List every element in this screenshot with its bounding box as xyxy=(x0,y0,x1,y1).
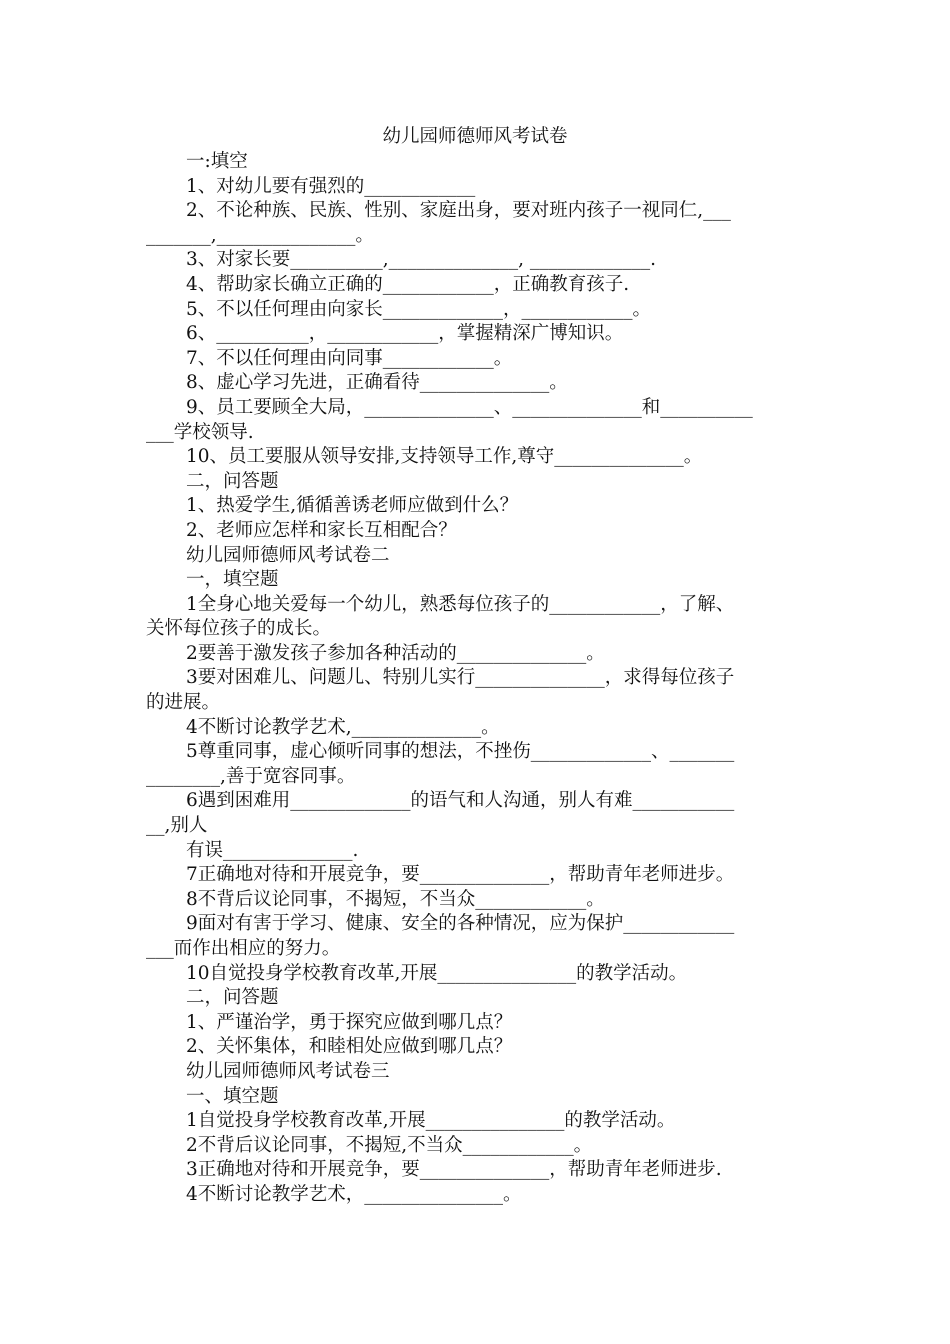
text-line: 2、老师应怎样和家长互相配合？ xyxy=(186,519,457,541)
text-line: 1自觉投身学校教育改革,开展_______________的教学活动。 xyxy=(186,1110,676,1132)
text-line: __,别人 xyxy=(146,815,208,837)
text-line: _______,_______________。 xyxy=(146,224,374,246)
text-line: 2、不论种族、民族、性别、家庭出身，要对班内孩子一视同仁,___ xyxy=(186,200,731,222)
text-line: 8、虚心学习先进，正确看待______________。 xyxy=(186,372,568,394)
text-line: 1、对幼儿要有强烈的____________ xyxy=(186,175,476,197)
text-line: 6、__________，____________，掌握精深广博知识。 xyxy=(186,323,624,345)
text-line: 7、不以任何理由向同事____________。 xyxy=(186,347,513,369)
text-line: ________,善于宽容同事。 xyxy=(146,765,356,787)
text-line: 1、热爱学生,循循善诱老师应做到什么？ xyxy=(186,495,519,517)
text-line: ___而作出相应的努力。 xyxy=(146,938,341,959)
text-line: 二，问答题 xyxy=(186,470,279,492)
text-line: 一，填空题 xyxy=(186,569,279,591)
text-line: 一:填空 xyxy=(186,151,248,172)
document-body xyxy=(146,150,810,1208)
text-line: 4、帮助家长确立正确的____________，正确教育孩子. xyxy=(186,273,630,295)
text-line: 4不断讨论教学艺术,______________。 xyxy=(186,716,500,738)
text-line: 3要对困难儿、问题儿、特别儿实行______________，求得每位孩子 xyxy=(186,667,735,689)
text-line: 8不背后议论同事，不揭短，不当众____________。 xyxy=(186,888,605,910)
text-line: 有误______________. xyxy=(186,839,359,861)
text-line: 关怀每位孩子的成长。 xyxy=(146,618,332,640)
text-line: 5、不以任何理由向家长_____________，____________。 xyxy=(186,298,652,320)
text-line: 6遇到困难用_____________的语气和人沟通，别人有难___________ xyxy=(186,790,735,812)
text-line: 2要善于激发孩子参加各种活动的______________。 xyxy=(186,642,605,664)
text-line: 10自觉投身学校教育改革,开展_______________的教学活动。 xyxy=(186,962,688,984)
text-line: 1、严谨治学，勇于探究应做到哪几点？ xyxy=(186,1011,513,1033)
text-line: ___学校领导. xyxy=(146,421,254,443)
text-line: 10、员工要服从领导安排,支持领导工作,尊守______________。 xyxy=(186,446,703,468)
text-line: 二，问答题 xyxy=(186,987,279,1009)
text-line: 5尊重同事，虚心倾听同事的想法，不挫伤_____________、_______ xyxy=(186,741,735,763)
text-line: 9面对有害于学习、健康、安全的各种情况，应为保护____________ xyxy=(186,913,735,935)
text-line: 1全身心地关爱每一个幼儿，熟悉每位孩子的____________，了解、 xyxy=(186,593,735,615)
text-line: 7正确地对待和开展竞争，要______________，帮助青年老师进步。 xyxy=(186,864,735,886)
text-line: 一、填空题 xyxy=(186,1085,279,1107)
text-line: 幼儿园师德师风考试卷三 xyxy=(186,1060,390,1082)
text-line: 9、员工要顾全大局，______________、______________和__________ xyxy=(186,396,753,418)
text-line: 4不断讨论教学艺术，_______________。 xyxy=(186,1183,522,1205)
text-line: 3、对家长要__________,______________, _____________. xyxy=(186,249,657,271)
text-line: 幼儿园师德师风考试卷二 xyxy=(186,544,390,566)
text-line: 2、关怀集体，和睦相处应做到哪几点？ xyxy=(186,1036,513,1058)
document-title: 幼儿园师德师风考试卷 xyxy=(382,126,568,147)
text-line: 2不背后议论同事，不揭短,不当众____________。 xyxy=(186,1134,593,1156)
text-line: 3正确地对待和开展竞争，要______________，帮助青年老师进步. xyxy=(186,1159,722,1181)
text-line: 的进展。 xyxy=(146,692,221,714)
